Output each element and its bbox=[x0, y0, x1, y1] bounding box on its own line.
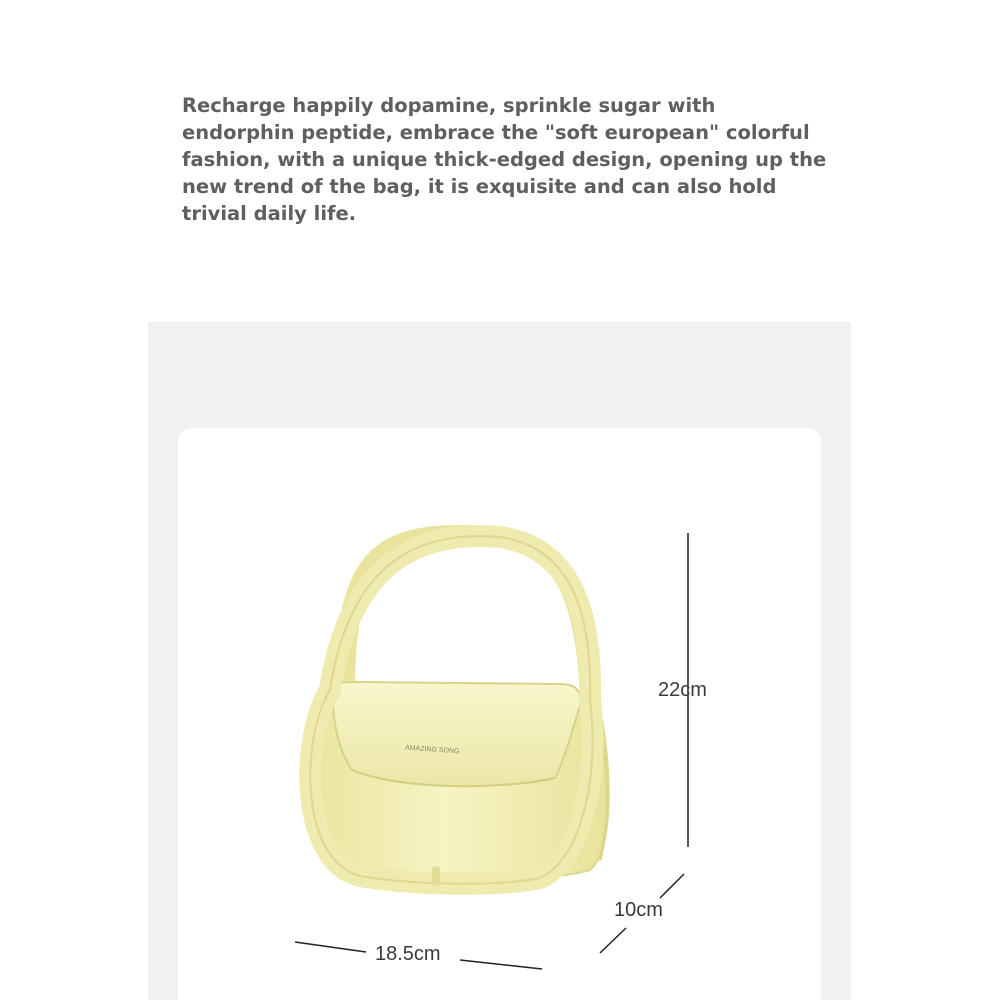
depth-dimension-label: 10cm bbox=[614, 899, 663, 921]
bag-flap bbox=[333, 682, 580, 786]
width-dimension-label: 18.5cm bbox=[375, 943, 441, 965]
product-description: Recharge happily dopamine, sprinkle sugar with endorphin peptide, embrace the "soft european" colorful fashion, with a unique thick-edged design, opening up the new trend of the bag, it is exquisite and can also hold trivial daily life. bbox=[182, 94, 827, 225]
width-dimension-line-left bbox=[295, 942, 366, 952]
depth-dimension-line-top bbox=[660, 874, 684, 898]
height-dimension-label: 22cm bbox=[658, 679, 707, 701]
depth-dimension-line-bottom bbox=[600, 928, 626, 953]
bag-brand-label: AMAZING SONG bbox=[404, 744, 460, 756]
width-dimension-line-right bbox=[460, 960, 542, 969]
